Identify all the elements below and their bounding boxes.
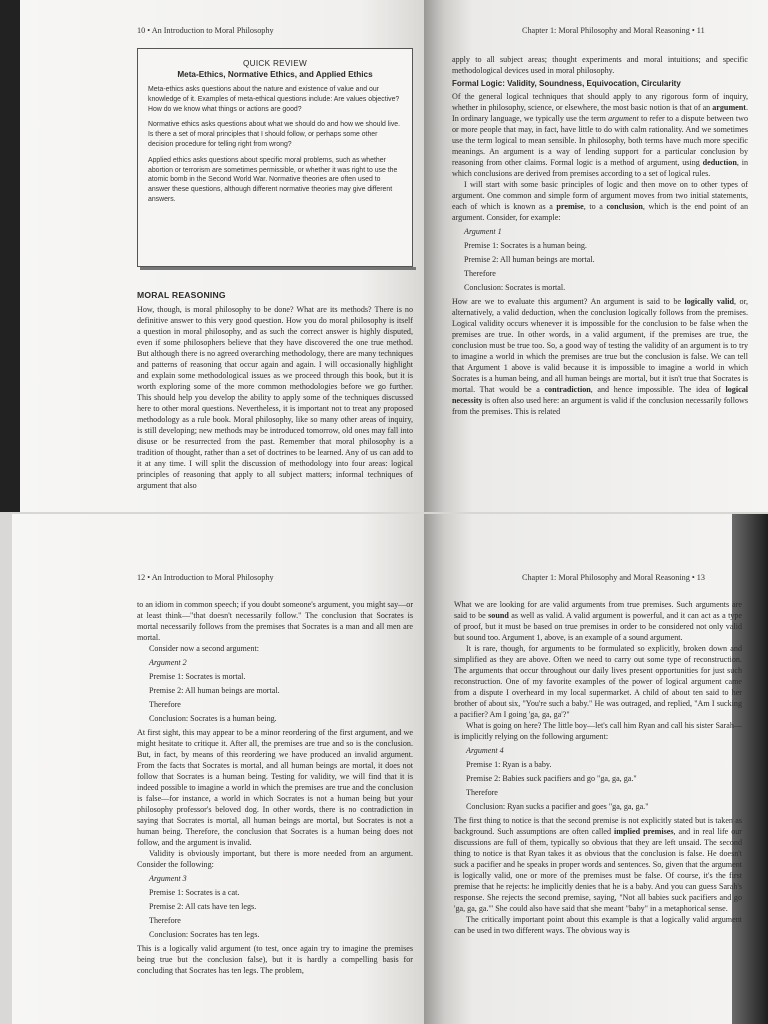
paragraph: The critically important point about this example is that a logically valid argument can be used in two different ways. The obvious way is xyxy=(454,915,742,935)
running-head: 10 • An Introduction to Moral Philosophy xyxy=(137,26,274,35)
premise: Premise 1: Ryan is a baby. xyxy=(466,760,552,769)
therefore: Therefore xyxy=(464,268,496,278)
therefore: Therefore xyxy=(466,788,498,797)
paragraph: It is rare, though, for arguments to be formulated so explicitly, broken down and simplified as they are above. Often we need to carry out some type of reconstruction. The arguments that occur throughout our daily lives present opportunities for just such reconstruction. One of my favorite examples of the power of logical argument came from a dispute I overheard in my local supermarket. A child of about ten said to her brother of about six, "You're such a baby." He was outraged, and replied, "Am I sucking a pacifier? Am I going 'ga, ga, ga'?" xyxy=(454,644,742,719)
argument-title: Argument 3 xyxy=(149,874,187,883)
argument-conclusion: Conclusion: Socrates has ten legs. xyxy=(149,930,260,939)
argument-conclusion: Conclusion: Socrates is mortal. xyxy=(464,282,566,292)
paragraph: How, though, is moral philosophy to be done? What are its methods? There is no definitive answer to this very good question. How you do moral philosophy is itself a question in moral philosophy, and as such the correct answer is highly disputed, even if some philosophers believe that they have discovered the one true method. But although there is no agreed overarching methodology, there are many techniques and patterns of reasoning that occur again and again. I will occasionally highlight and explain some methodological issues as we proceed through this book, but it is worth exploring some of the more common methodologies before we go further. This should help you develop the ability to apply some of the techniques discussed here to other moral questions. Nevertheless, it is important not to treat any proposed methodology as a rule book. Moral philosophy, like so many other areas of inquiry, is still developing; new methods may be introduced tomorrow, old ones may fall into disuse or be resurrected from the past. Remember that moral philosophy is a tradition of thought, rather than a set of doctrines to be learned. Any of us can add to it at any time. I will split the discussion of methodology into four areas: logical principles of reasoning that apply to all subject matters; informal techniques of argument that also xyxy=(137,304,413,490)
body-text xyxy=(137,288,413,491)
premise: Premise 2: All human beings are mortal. xyxy=(149,686,280,695)
term-conclusion: conclusion xyxy=(606,201,643,211)
argument-block xyxy=(454,745,742,812)
paragraph: I will start with some basic principles of logic and then move on to other types of argument. One common and simple form of argument moves from two initial statements, each of which is known as a premise, to a conclusion, which is the end point of an argument. Consider, for example: xyxy=(452,179,749,222)
running-head: 12 • An Introduction to Moral Philosophy xyxy=(137,573,274,582)
section-heading: MORAL REASONING xyxy=(137,290,226,300)
running-head: Chapter 1: Moral Philosophy and Moral Reasoning • 11 xyxy=(522,26,705,35)
quick-review-subtitle: Meta-Ethics, Normative Ethics, and Applied Ethics xyxy=(177,70,373,79)
quick-review-paragraph: Applied ethics asks questions about specific moral problems, such as whether abortion or terrorism are sometimes permissible, or whether it was right to use the atomic bomb in the Second World War. Normative theories are often used to answer these questions, although different normative theories may give different answers. xyxy=(148,156,398,203)
page-12 xyxy=(0,514,424,1024)
argument-block xyxy=(137,657,413,724)
paragraph: Of the general logical techniques that should apply to any rigorous form of inquiry, whether in philosophy, science, or elsewhere, the most basic notion is that of an argument. In ordinary language, we typically use the term argument to refer to a dispute between two or more people that may, in fact, have little to do with calm rationality. And we sometimes use the term logical to mean sensible. In philosophy, both terms have much more specific meanings. An argument is a way of lending support for a particular conclusion by reasoning from other claims. Formal logic is a method of argument, using deduction, in which conclusions are derived from premises according to a set of logical rules. xyxy=(452,91,748,178)
argument-block xyxy=(452,226,748,293)
term-contradiction: contradiction xyxy=(544,384,591,394)
body-text xyxy=(454,599,742,936)
argument-conclusion: Conclusion: Socrates is a human being. xyxy=(149,714,277,723)
body-text xyxy=(137,599,413,976)
paragraph: Consider now a second argument: xyxy=(149,644,259,653)
term-logical-necessity: logical necessity xyxy=(452,384,748,405)
paragraph: This is a logically valid argument (to test, once again try to imagine the premises being true but the conclusion false), but it is hardly a compelling basis for concluding that Socrates has ten legs. The problem, xyxy=(137,944,413,975)
spread-pages-12-13 xyxy=(0,512,768,1024)
paragraph: to an idiom in common speech; if you doubt someone's argument, you might say—or at least think—"that doesn't necessarily follow." The conclusion that Socrates is mortal necessarily follows from the premises that Socrates is a man and all men are mortal. xyxy=(137,600,414,642)
quick-review-paragraph: Normative ethics asks questions about what we should do and how we should live. Is there a set of moral principles that I should follow, or perhaps some other decision procedure for telling right from wrong? xyxy=(148,121,401,148)
page-margin-strip xyxy=(0,514,12,1024)
paragraph: What is going on here? The little boy—let's call him Ryan and call his sister Sarah—is implicitly relying on the following argument: xyxy=(454,721,742,741)
argument-title: Argument 1 xyxy=(464,226,502,236)
paragraph: Validity is obviously important, but there is more needed from an argument. Consider the following: xyxy=(137,849,413,869)
term-implied-premises: implied premises xyxy=(614,827,674,836)
page-11 xyxy=(424,0,768,512)
premise: Premise 1: Socrates is mortal. xyxy=(149,672,246,681)
argument-title: Argument 4 xyxy=(466,746,504,755)
paragraph: What we are looking for are valid arguments from true premises. Such arguments are said to be sound as well as valid. A valid argument is powerful, and it can act as a type of proof, but it must be based on true premises in order to be considered not only valid but sound too. Argument 1, above, is an example of a sound argument. xyxy=(454,600,742,642)
term-premise: premise xyxy=(556,201,584,211)
quick-review-box xyxy=(137,48,413,267)
premise: Premise 2: All cats have ten legs. xyxy=(149,902,257,911)
term-sound: sound xyxy=(488,611,509,620)
running-head: Chapter 1: Moral Philosophy and Moral Reasoning • 13 xyxy=(522,573,705,582)
premise: Premise 1: Socrates is a human being. xyxy=(464,240,587,250)
book-edge-shadow xyxy=(0,0,20,512)
quick-review-paragraph: Meta-ethics asks questions about the nature and existence of value and our knowledge of it. Examples of meta-ethical questions include: Are values objective? How do we know what things or actions are good? xyxy=(148,86,400,113)
premise: Premise 2: All human beings are mortal. xyxy=(464,254,595,264)
term-logically-valid: logically valid xyxy=(684,296,734,306)
argument-title: Argument 2 xyxy=(149,658,187,667)
argument-conclusion: Conclusion: Ryan sucks a pacifier and goes "ga, ga, ga." xyxy=(466,802,649,811)
premise: Premise 1: Socrates is a cat. xyxy=(149,888,240,897)
therefore: Therefore xyxy=(149,700,181,709)
subsection-heading: Formal Logic: Validity, Soundness, Equivocation, Circularity xyxy=(452,79,681,88)
term-deduction: deduction xyxy=(702,157,737,167)
paragraph: The first thing to notice is that the second premise is not explicitly stated but is taken as background. Such assumptions are often called implied premises, and in real life our discussions are full of them, typically so obvious that they are left unsaid. The second thing to notice is that Ryan takes it as obvious that the conclusion is false. He doesn't suck a pacifier and he speaks in proper words and sentences. So, given that the argument is logically valid, one or more of the premises must be false. Of course, it's the first premise that he rejects: he implicitly denies that he is a baby. And you can guess Sarah's response. She rejects the second premise, saying, "Not all babies suck pacifiers and go 'ga, ga, ga.'" She could also have said that she meant "baby" in a metaphorical sense. xyxy=(454,816,742,913)
quick-review-title: QUICK REVIEW xyxy=(242,59,308,68)
paragraph: At first sight, this may appear to be a minor reordering of the first argument, and we might hesitate to critique it. After all, the premises are true and so is the conclusion. But, in fact, by means of this reordering we have produced an invalid argument. From the facts that Socrates is mortal, and all human beings are mortal, it does not follow that Socrates is a human being. Testing for validity, we will find that it is indeed possible to imagine a world in which the premises are true and the conclusion is false—for instance, a world in which Socrates is not a human being but your philosophy professor's beloved dog. In other words, there is no contradiction in saying that Socrates is mortal, all human beings are mortal, but Socrates is not a human being. Therefore, the conclusion that Socrates is a human being does not follow, and the argument is invalid. xyxy=(137,728,413,847)
page-10 xyxy=(0,0,424,512)
page-13 xyxy=(424,514,768,1024)
paragraph: How are we to evaluate this argument? An argument is said to be logically valid, or, alternatively, a valid deduction, when the conclusion logically follows from the premises. Logical validity occurs whenever it is impossible for the conclusion to be false when the premises are true. In other words, in a valid argument, if the premises are true, the conclusion must be true too. So, a good way of testing the validity of an argument is to try to imagine a world in which the premises are true but the conclusion is false. We can tell that Argument 1 above is valid because it is impossible to imagine a world in which Socrates is a human being, and all human beings are mortal, but it isn't true that Socrates is mortal. That would be a contradiction, and hence impossible. The idea of logical necessity is often also used here: an argument is valid if the conclusion necessarily follows from the premises. This is related xyxy=(452,296,748,416)
premise: Premise 2: Babies suck pacifiers and go "ga, ga, ga." xyxy=(466,774,637,783)
therefore: Therefore xyxy=(149,916,181,925)
argument-block xyxy=(137,873,413,940)
term-argument: argument xyxy=(712,102,746,112)
paragraph: apply to all subject areas; thought experiments and moral intuitions; and specific methodological devices used in moral philosophy. xyxy=(452,55,748,75)
body-text xyxy=(452,54,748,417)
